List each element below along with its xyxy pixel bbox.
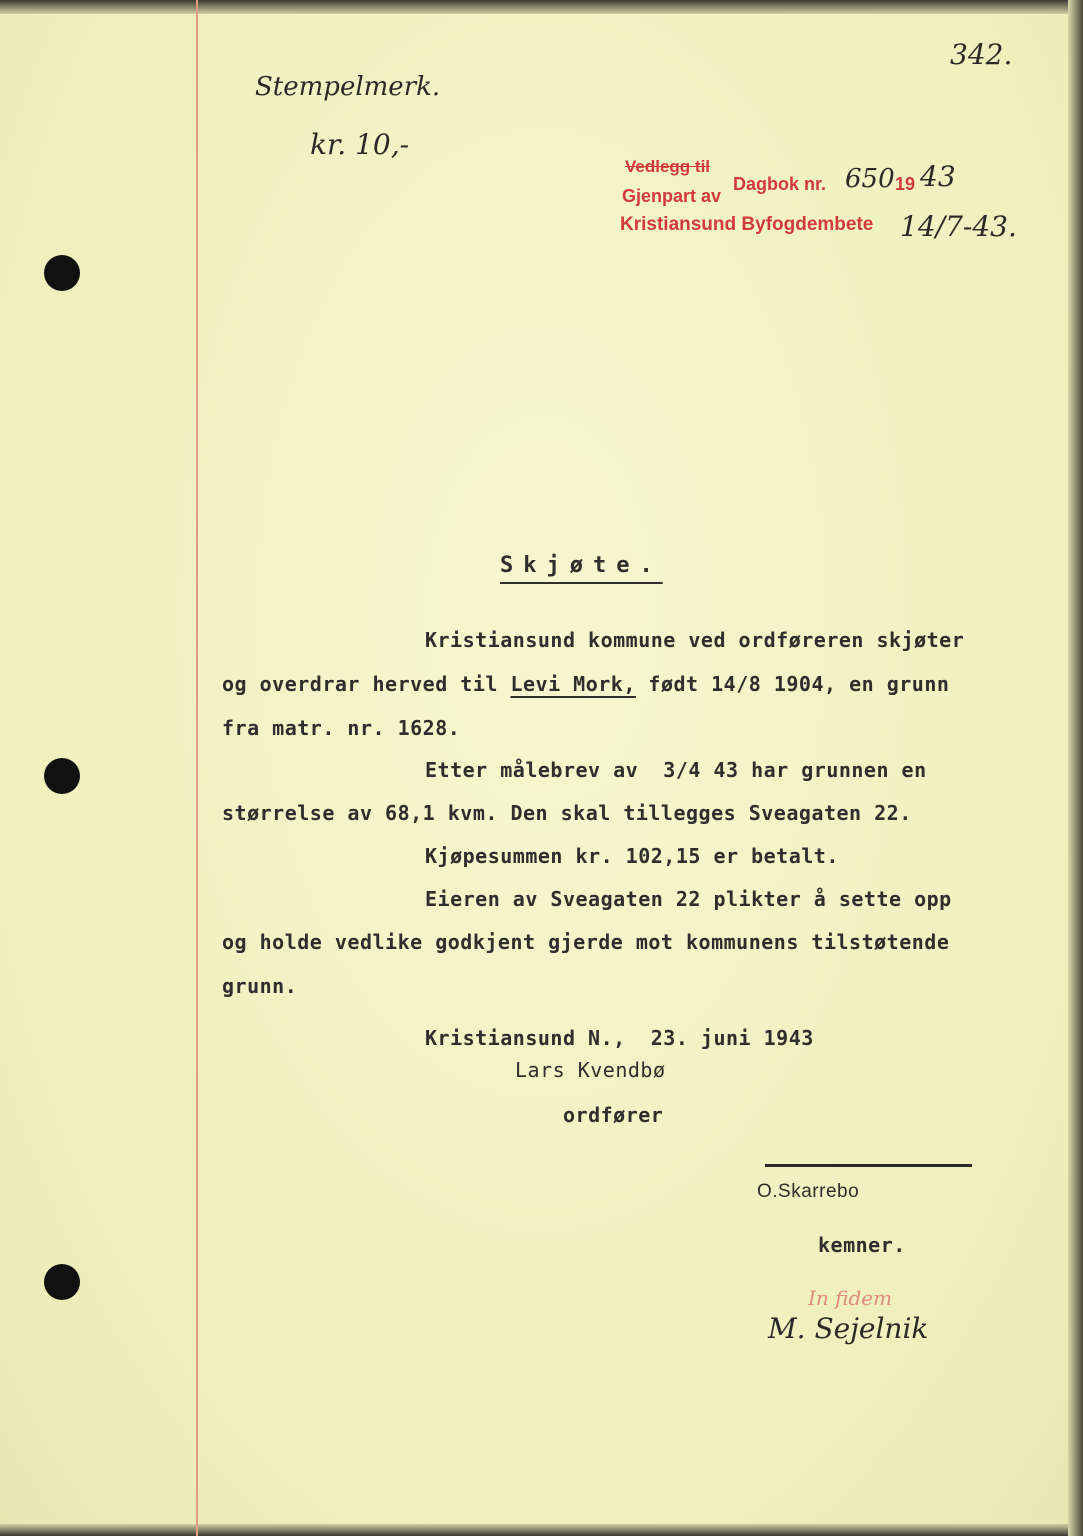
- second-signer-name: O.Skarrebo: [757, 1181, 860, 1202]
- body-line: Eieren av Sveagaten 22 plikter å sette opp: [425, 887, 952, 911]
- body-line: og holde vedlike godkjent gjerde mot kommunens tilstøtende: [222, 930, 950, 954]
- stamp-copy-label: Gjenpart av: [622, 186, 722, 206]
- stamp-date: 14/7-43.: [900, 210, 1017, 243]
- scan-edge-top: [0, 0, 1083, 14]
- stamp-year-suffix: 43: [920, 160, 956, 193]
- stamp-struck-text: Vedlegg til: [625, 157, 711, 176]
- signer-title: ordfører: [563, 1103, 664, 1127]
- scan-edge-right: [1068, 0, 1083, 1536]
- certifier-signature: M. Sejelnik: [768, 1312, 929, 1345]
- in-fidem-stamp: In fidem: [808, 1286, 893, 1310]
- stamp-year-prefix: 19: [895, 174, 916, 194]
- punch-hole: [44, 1264, 80, 1300]
- punch-hole: [44, 758, 80, 794]
- place-date: Kristiansund N., 23. juni 1943: [425, 1026, 814, 1050]
- second-signer-title: kemner.: [818, 1233, 906, 1257]
- body-line: Etter målebrev av 3/4 43 har grunnen en: [425, 758, 927, 782]
- stamp-office: Kristiansund Byfogdembete: [620, 214, 874, 235]
- body-line: og overdrar herved til Levi Mork, født 14/8 1904, en grunn: [222, 672, 950, 696]
- stamp-dagbok-label: Dagbok nr.: [733, 174, 827, 194]
- scan-edge-bottom: [0, 1524, 1083, 1536]
- document-title: Skjøte.: [500, 553, 663, 578]
- body-line: grunn.: [222, 974, 298, 998]
- margin-note-amount: kr. 10,-: [310, 128, 410, 161]
- body-line: størrelse av 68,1 kvm. Den skal tillegges Sveagaten 22.: [222, 801, 912, 825]
- signer-name: Lars Kvendbø: [515, 1058, 666, 1082]
- margin-line: [196, 0, 198, 1536]
- margin-note-stamp-duty: Stempelmerk.: [255, 72, 441, 102]
- page-number: 342.: [950, 38, 1013, 71]
- punch-hole: [44, 255, 80, 291]
- body-line: fra matr. nr. 1628.: [222, 716, 461, 740]
- body-line: Kristiansund kommune ved ordføreren skjøter: [425, 628, 965, 652]
- body-line: Kjøpesummen kr. 102,15 er betalt.: [425, 844, 839, 868]
- signature-line: [765, 1164, 972, 1167]
- grantee-name: Levi Mork,: [510, 672, 636, 696]
- stamp-dagbok-number: 650: [845, 164, 895, 194]
